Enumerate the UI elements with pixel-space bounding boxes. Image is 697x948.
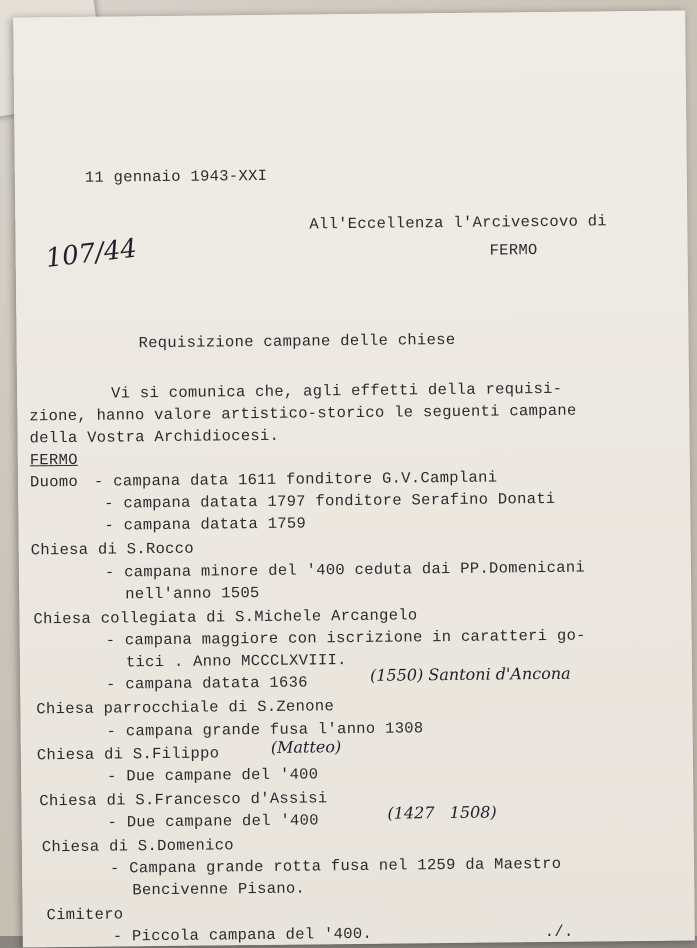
- subject-line: Requisizione campane delle chiese: [138, 330, 456, 353]
- francesco-item-1: - Due campane del '400: [107, 811, 319, 832]
- zenone-item-1: - campana grande fusa l'anno 1308: [106, 719, 424, 741]
- typed-letter-page: [13, 11, 695, 948]
- filippo-item-1: - Due campane del '400: [107, 765, 319, 786]
- francesco-handwritten-note: (1427 1508): [387, 802, 497, 823]
- duomo-item-2: - campana datata 1797 fonditore Serafino Donati: [104, 489, 556, 513]
- duomo-item-3: - campana datata 1759: [104, 514, 307, 535]
- duomo-item-1: - campana data 1611 fonditore G.V.Camplani: [93, 468, 498, 491]
- intro-line-2: zione, hanno valore artistico-storico le seguenti campane: [29, 401, 577, 426]
- michele-heading: Chiesa collegiata di S.Michele Arcangelo: [33, 606, 418, 629]
- continuation-mark: ./.: [544, 922, 574, 942]
- cimitero-item-1: - Piccola campana del '400.: [112, 924, 373, 946]
- cimitero-heading: Cimitero: [46, 905, 124, 925]
- recipient-line-1: All'Eccellenza l'Arcivescovo di: [309, 212, 608, 234]
- city-heading: FERMO: [29, 450, 78, 470]
- recipient-line-2: FERMO: [489, 241, 538, 260]
- rocco-item-1: - campana minore del '400 ceduta dai PP.Domenicani: [104, 558, 586, 582]
- michele-item-2: - campana datata 1636: [106, 673, 308, 694]
- duomo-label: Duomo: [29, 472, 79, 492]
- domenico-item-1-cont: Bencivenne Pisano.: [132, 879, 306, 900]
- intro-line-3: della Vostra Archidiocesi.: [29, 426, 280, 448]
- zenone-heading: Chiesa parrocchiale di S.Zenone: [36, 697, 335, 719]
- letter-date: 11 gennaio 1943-XXI: [84, 166, 268, 187]
- filippo-handwritten-note: (Matteo): [270, 737, 342, 757]
- rocco-item-1-cont: nell'anno 1505: [125, 583, 260, 604]
- francesco-heading: Chiesa di S.Francesco d'Assisi: [39, 789, 328, 811]
- intro-line-1: Vi si comunica che, agli effetti della requisi-: [110, 379, 563, 403]
- michele-item-1: - campana maggiore con iscrizione in caratteri go-: [105, 626, 586, 650]
- filippo-heading: Chiesa di S.Filippo: [36, 744, 220, 765]
- michele-handwritten-note: (1550) Santoni d'Ancona: [369, 663, 571, 685]
- michele-item-1-cont: tici . Anno MCCCLXVIII.: [125, 651, 347, 672]
- domenico-heading: Chiesa di S.Domenico: [41, 836, 234, 857]
- rocco-heading: Chiesa di S.Rocco: [30, 539, 195, 560]
- protocol-number: 107/44: [44, 233, 139, 274]
- domenico-item-1: - Campana grande rotta fusa nel 1259 da Maestro: [109, 854, 562, 878]
